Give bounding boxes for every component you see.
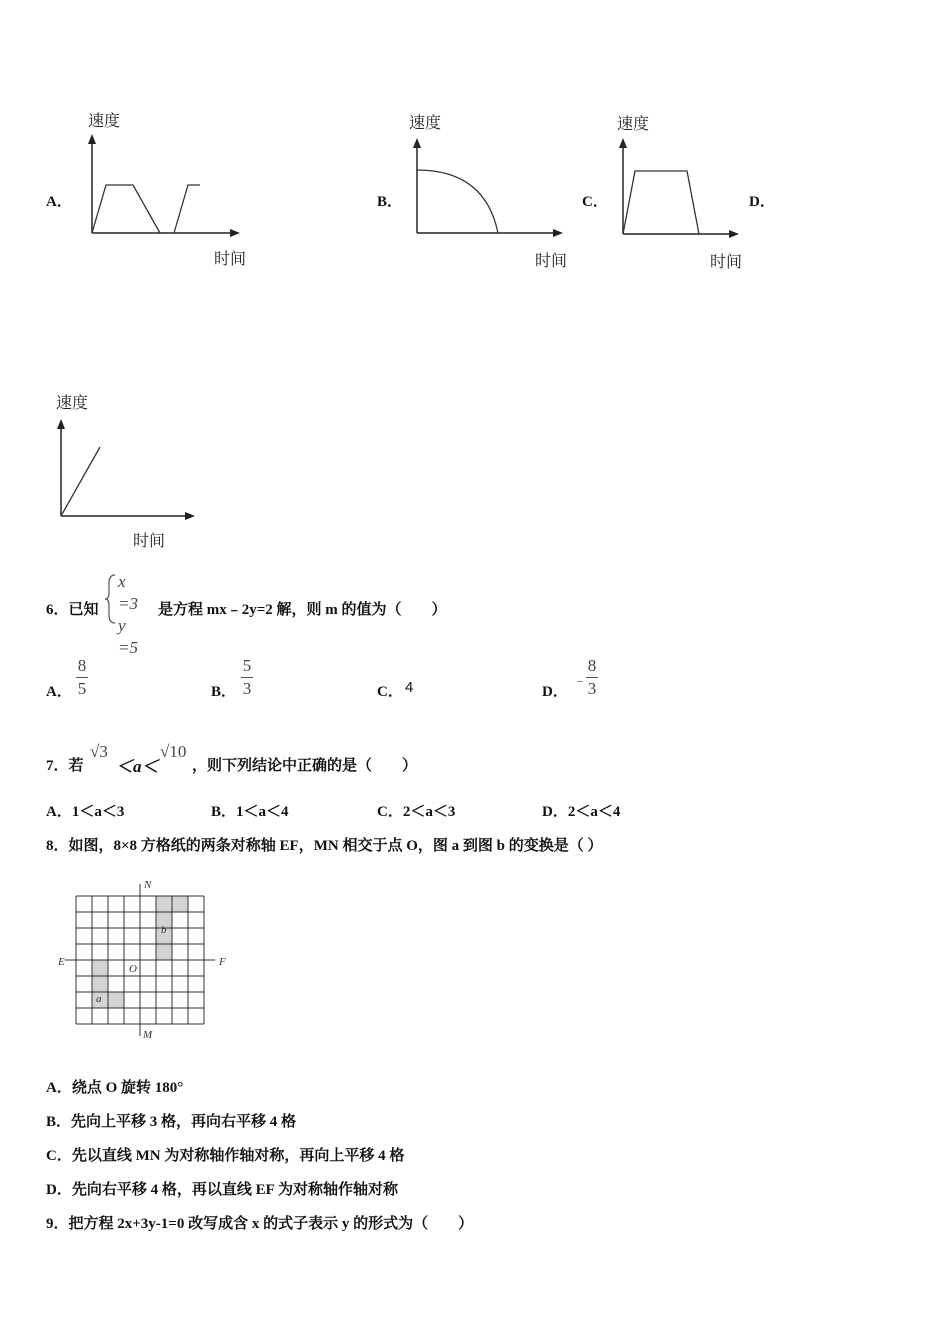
label-f: F — [219, 956, 226, 968]
denominator: 3 — [242, 679, 252, 698]
option-a-fraction — [76, 656, 88, 699]
question-number: 6．已知 — [46, 602, 99, 618]
y-axis-label: 速度 — [56, 395, 89, 412]
question-8-text: 8．如图，8×8 方格纸的两条对称轴 EF，MN 相交于点 O，图 a 到图 b 的变换是（ ） — [46, 838, 603, 854]
inequality: ＜a＜ — [116, 757, 159, 776]
label-m: M — [143, 1029, 153, 1041]
equation-x: x =3 — [118, 572, 138, 613]
y-axis-label: 速度 — [409, 115, 442, 132]
option-a-label: A． — [46, 684, 72, 700]
option-c-label: C． — [582, 194, 608, 210]
label-b: b — [161, 924, 167, 936]
label-e: E — [58, 956, 65, 968]
graph-d-plot — [40, 390, 220, 555]
option-d-sign: ﹣ — [573, 674, 587, 689]
option-d-label: D． — [749, 194, 775, 210]
numerator: 5 — [242, 656, 252, 675]
graph-b-plot — [395, 110, 585, 270]
numerator: 8 — [587, 656, 597, 675]
q8-option-c: C．先以直线 MN 为对称轴作轴对称，再向上平移 4 格 — [46, 1148, 405, 1164]
question-text: ，则下列结论中正确的是（ ） — [192, 758, 418, 774]
x-axis-label: 时间 — [133, 533, 166, 550]
x-axis-label: 时间 — [710, 254, 743, 271]
option-c-label: C． — [377, 684, 403, 700]
sqrt-10: √10 — [160, 742, 187, 761]
graph-d — [40, 390, 220, 555]
option-d-fraction — [586, 656, 598, 699]
question-number: 7．若 — [46, 758, 84, 774]
label-a: a — [96, 993, 102, 1005]
numerator: 8 — [77, 656, 87, 675]
equation-y: y =5 — [118, 616, 138, 657]
q8-option-b: B．先向上平移 3 格，再向右平移 4 格 — [46, 1114, 297, 1130]
x-axis-label: 时间 — [535, 253, 568, 270]
option-d-label: D． — [542, 684, 568, 700]
q7-option-d: D．2＜a＜4 — [542, 804, 621, 820]
q8-option-a: A．绕点 O 旋转 180° — [46, 1080, 184, 1096]
option-a-label: A． — [46, 194, 72, 210]
question-9-text: 9．把方程 2x+3y-1=0 改写成含 x 的式子表示 y 的形式为（ ） — [46, 1216, 474, 1232]
label-o: O — [129, 963, 137, 975]
option-b-fraction — [241, 656, 253, 699]
sqrt-3: √3 — [90, 742, 108, 761]
option-b-label: B． — [377, 194, 403, 210]
system-equations — [118, 571, 138, 659]
brace-icon — [104, 573, 118, 625]
question-7 — [46, 740, 546, 774]
q7-option-b: B．1＜a＜4 — [211, 804, 289, 820]
option-b-label: B． — [211, 684, 237, 700]
q7-option-a: A．1＜a＜3 — [46, 804, 125, 820]
option-c-value: 4 — [405, 679, 414, 696]
graph-c-plot — [600, 110, 760, 270]
x-axis-label: 时间 — [214, 251, 247, 268]
label-n: N — [144, 879, 152, 891]
denominator: 5 — [77, 679, 87, 698]
denominator: 3 — [587, 679, 597, 698]
q7-option-c: C．2＜a＜3 — [377, 804, 456, 820]
graph-a-plot — [70, 108, 270, 268]
q8-option-d: D．先向右平移 4 格，再以直线 EF 为对称轴作轴对称 — [46, 1182, 398, 1198]
y-axis-label: 速度 — [617, 116, 650, 133]
graph-b — [395, 110, 585, 270]
grid-figure — [55, 876, 235, 1044]
question-text: 是方程 mx﹣2y=2 解，则 m 的值为（ ） — [158, 602, 447, 618]
y-axis-label: 速度 — [88, 113, 121, 130]
question-6-options — [46, 656, 646, 706]
graph-a — [70, 108, 270, 268]
graph-c — [600, 110, 760, 270]
